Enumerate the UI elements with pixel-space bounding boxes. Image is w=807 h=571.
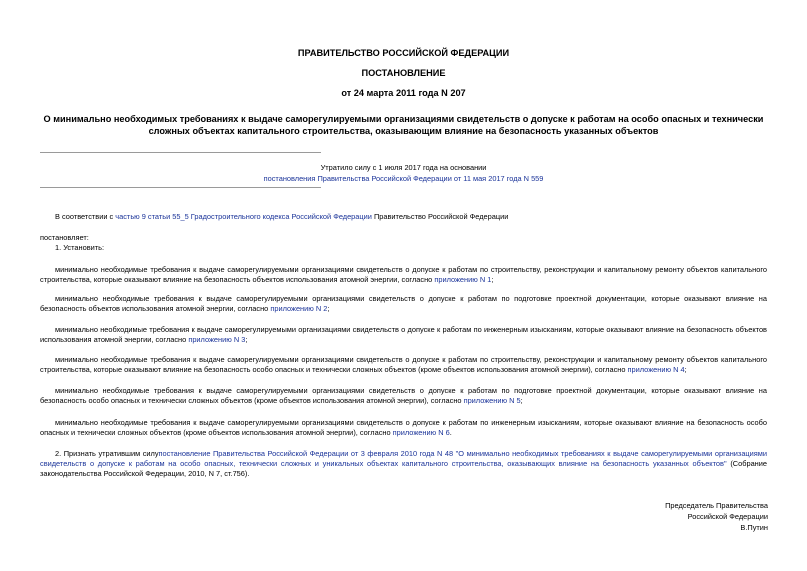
item-2-suffix: (Собрание законодательства Российской Федерации, 2010, N 7, ст.756). bbox=[40, 459, 767, 478]
appendix-6-link[interactable]: приложению N 6 bbox=[392, 428, 450, 437]
preamble-paragraph bbox=[40, 212, 767, 222]
status-note-line: Утратило силу с 1 июля 2017 года на основании bbox=[320, 163, 487, 172]
top-divider bbox=[40, 152, 321, 153]
appendix-4-link[interactable]: приложению N 4 bbox=[627, 365, 685, 374]
signature-title-line: Председатель Правительства bbox=[665, 501, 768, 510]
item-paragraph bbox=[40, 386, 767, 406]
signature-org-line: Российской Федерации bbox=[687, 512, 768, 521]
item-paragraph bbox=[40, 265, 767, 285]
item-end: ; bbox=[491, 275, 494, 284]
preamble-suffix: Правительство Российской Федерации bbox=[371, 212, 509, 221]
item-end: ; bbox=[327, 304, 330, 313]
repealed-decree-link[interactable]: постановление Правительства Российской Федерации от 3 февраля 2010 года N 48 "О минимально необходимых требованиях к выдаче саморегулируемыми организациями свидетельств о допуске к работам на особо опасных, технически сложных и уникальных объектах капитального строительства, оказывающих влияние на безопасность указанных объектов" bbox=[40, 449, 767, 468]
preamble-prefix: В соответствии с bbox=[55, 212, 116, 221]
document-type: ПОСТАНОВЛЕНИЕ bbox=[361, 68, 446, 78]
document-title: О минимально необходимых требованиях к выдаче саморегулируемыми организациями свидетельств о допуске к работам на особо опасных и технически сложных объектах капитального строительства, оказывающим влияние на безопасность указанных объектов bbox=[43, 114, 764, 136]
appendix-5-link[interactable]: приложению N 5 bbox=[463, 396, 521, 405]
item-end: ; bbox=[684, 365, 687, 374]
item-end: . bbox=[449, 428, 452, 437]
appendix-3-link[interactable]: приложению N 3 bbox=[188, 335, 246, 344]
item-2-paragraph bbox=[40, 449, 767, 479]
appendix-2-link[interactable]: приложению N 2 bbox=[270, 304, 328, 313]
item-paragraph bbox=[40, 355, 767, 375]
document-date-number: от 24 марта 2011 года N 207 bbox=[341, 88, 466, 98]
item-text: минимально необходимые требования к выдаче саморегулируемыми организациями свидетельств о допуске к работам по подготовке проектной документации, которые оказывают влияние на безопасность особо опасных и технически сложных объектов (кроме объектов использования атомной энергии), согласно bbox=[40, 386, 767, 405]
appendix-1-link[interactable]: приложению N 1 bbox=[434, 275, 492, 284]
item-paragraph bbox=[40, 418, 767, 438]
item-text: минимально необходимые требования к выдаче саморегулируемыми организациями свидетельств о допуске к работам по инженерным изысканиям, которые оказывают влияние на безопасность особо опасных и технически сложных объектов (кроме объектов использования атомной энергии), согласно bbox=[40, 418, 767, 437]
item-paragraph bbox=[40, 325, 767, 345]
item-text: минимально необходимые требования к выдаче саморегулируемыми организациями свидетельств о допуске к работам по подготовке проектной документации, которые оказывают влияние на безопасность объектов использования атомной энергии, согласно bbox=[40, 294, 767, 313]
item-text: минимально необходимые требования к выдаче саморегулируемыми организациями свидетельств о допуске к работам по строительству, реконструкции и капитальному ремонту объектов капитального строительства, которые оказывают влияние на безопасность объектов использования атомной энергии, согласно bbox=[40, 265, 767, 284]
item-text: минимально необходимые требования к выдаче саморегулируемыми организациями свидетельств о допуске к работам по строительству, реконструкции и капитальному ремонту объектов капитального строительства, которые оказывают влияние на безопасность особо опасных и технически сложных объектов (кроме объектов использования атомной энергии), согласно bbox=[40, 355, 767, 374]
item-end: ; bbox=[245, 335, 248, 344]
repealing-decree-link[interactable]: постановления Правительства Российской Федерации от 11 мая 2017 года N 559 bbox=[263, 174, 544, 183]
government-heading: ПРАВИТЕЛЬСТВО РОССИЙСКОЙ ФЕДЕРАЦИИ bbox=[297, 48, 510, 58]
item-end: ; bbox=[520, 396, 523, 405]
item-paragraph bbox=[40, 294, 767, 314]
code-article-link[interactable]: частью 9 статьи 55_5 Градостроительного кодекса Российской Федерации bbox=[115, 212, 372, 221]
signature-name: В.Путин bbox=[740, 523, 768, 532]
status-note-link-line bbox=[40, 174, 767, 184]
decree-word: постановляет: bbox=[40, 233, 89, 242]
bottom-divider bbox=[40, 187, 321, 188]
item-2-prefix: 2. Признать утратившим силу bbox=[55, 449, 159, 458]
item-text: минимально необходимые требования к выдаче саморегулируемыми организациями свидетельств о допуске к работам по инженерным изысканиям, которые оказывают влияние на безопасность объектов использования атомной энергии, согласно bbox=[40, 325, 767, 344]
item-1-title: 1. Установить: bbox=[55, 243, 105, 252]
